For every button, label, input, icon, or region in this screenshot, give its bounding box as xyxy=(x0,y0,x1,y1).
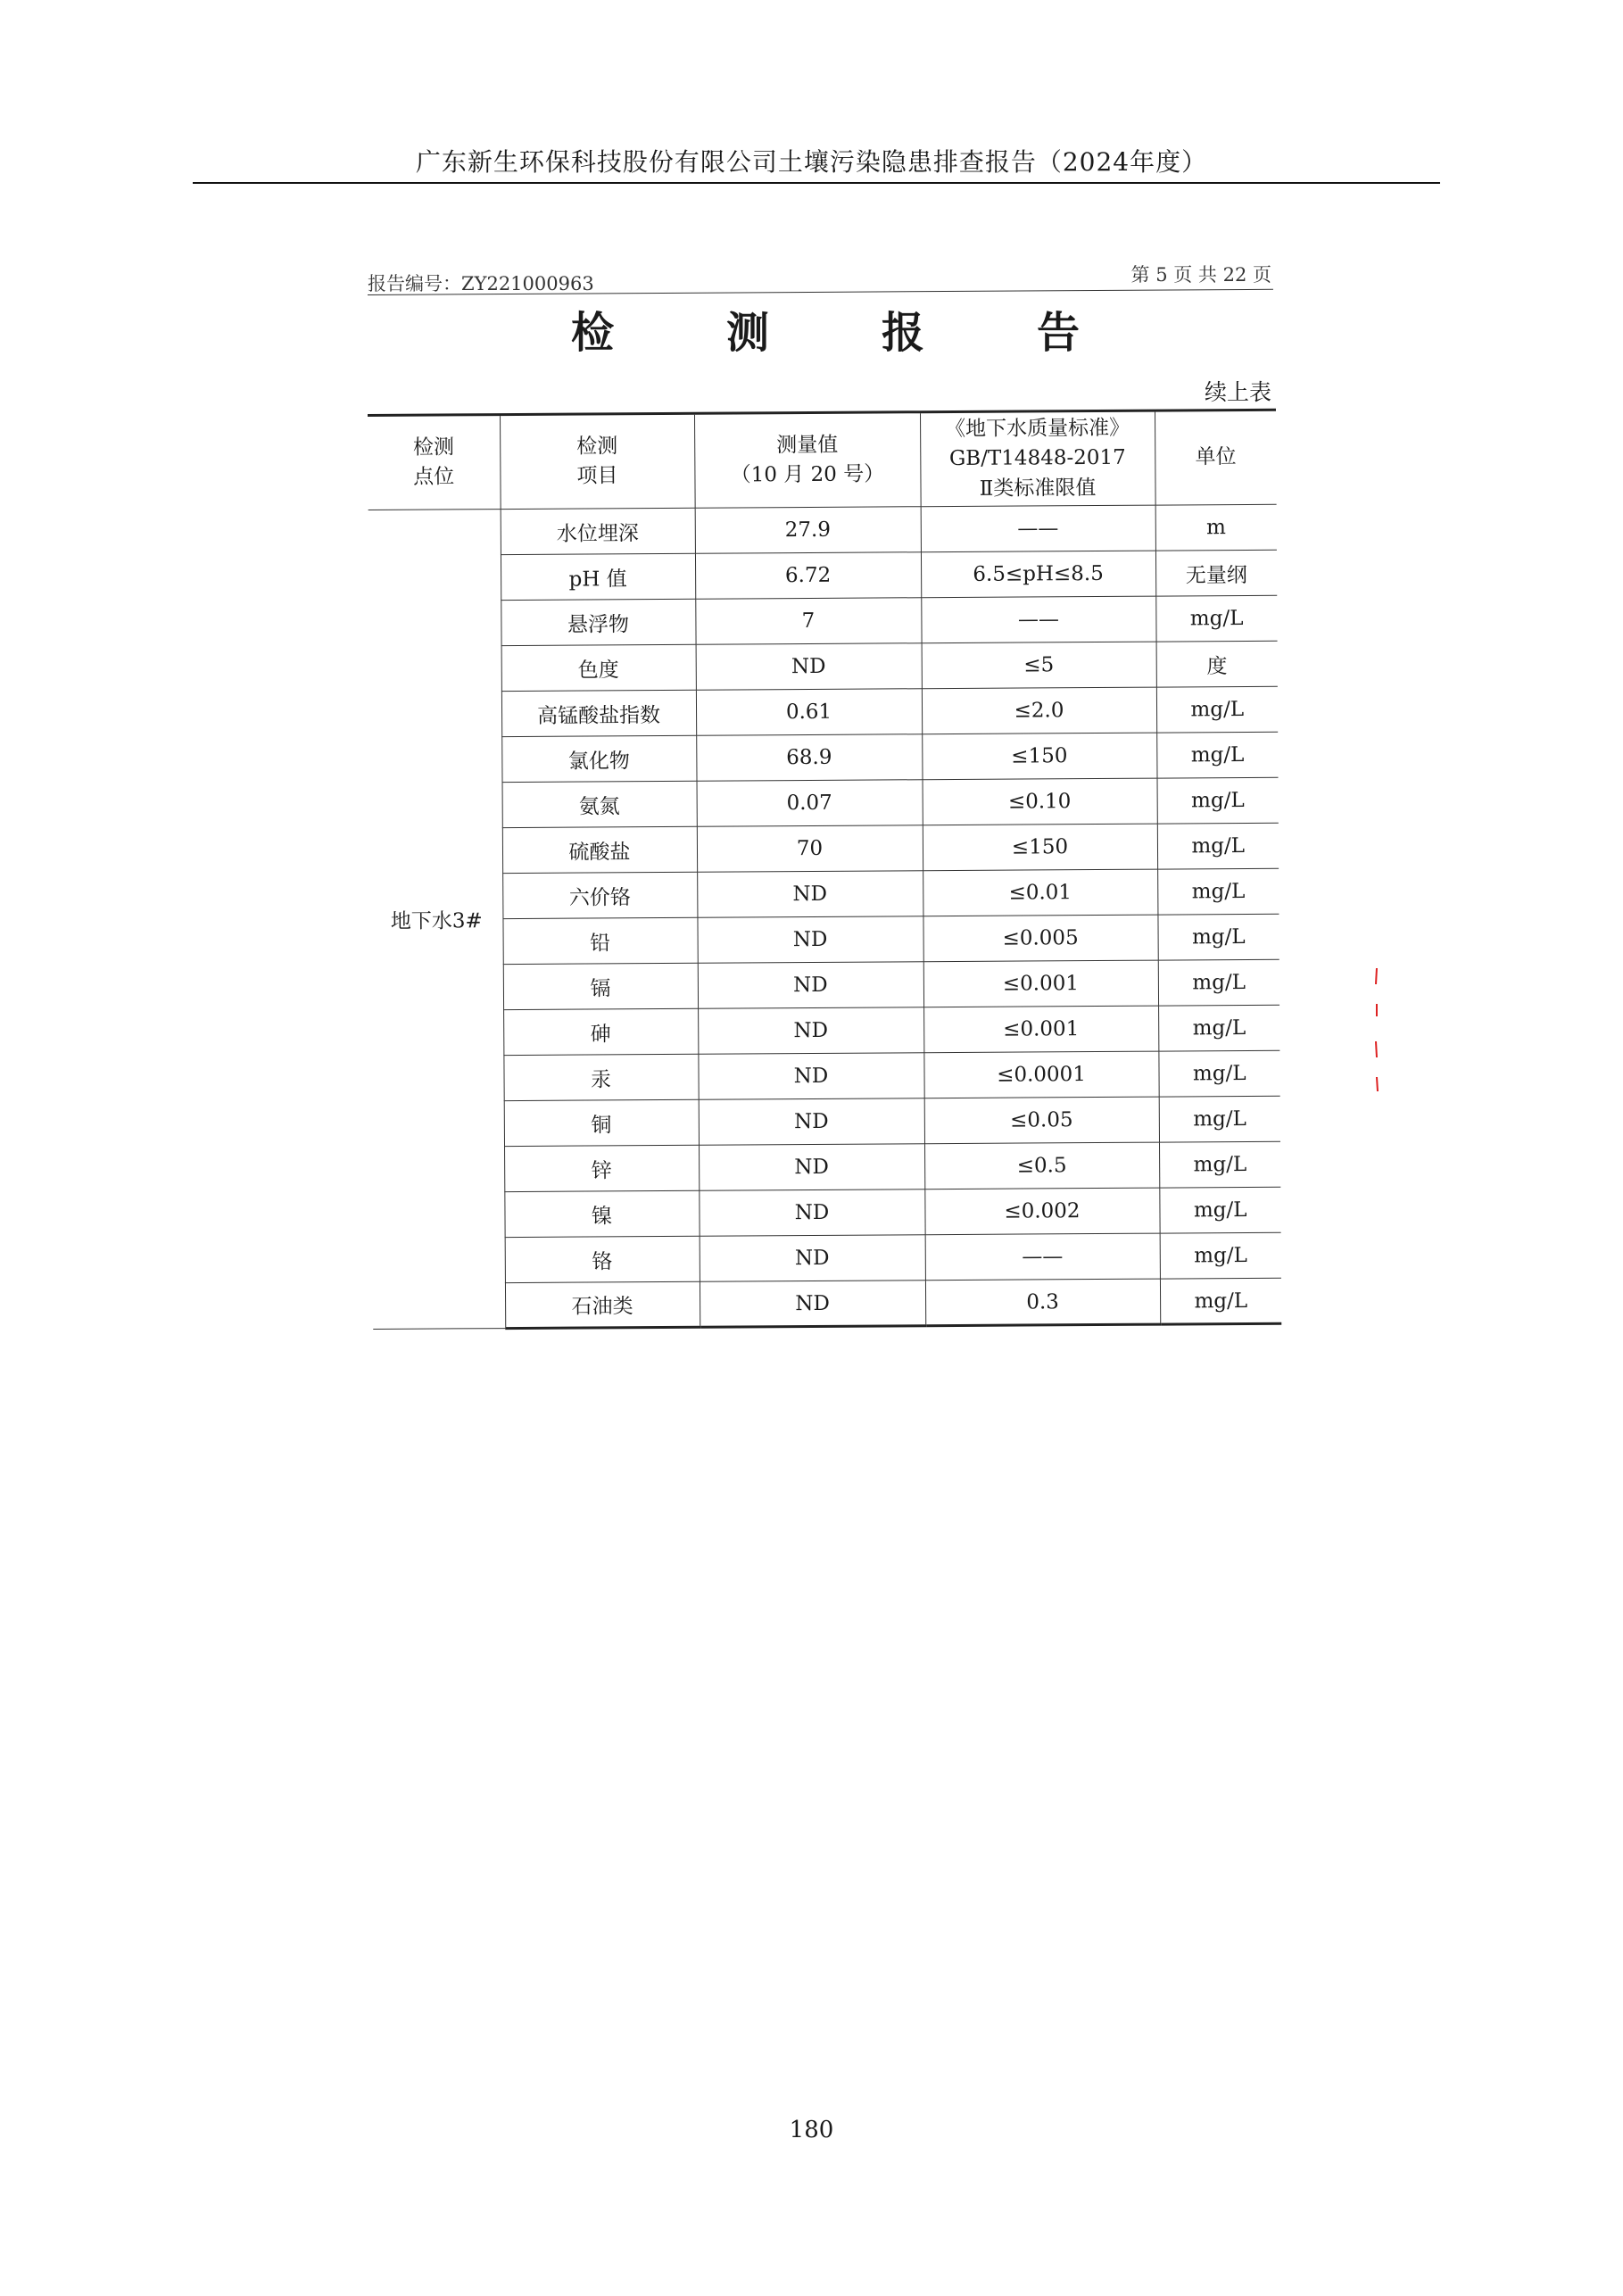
standard-cell: ≤150 xyxy=(922,733,1156,780)
item-cell: 锌 xyxy=(504,1145,699,1191)
header-text: 点位 xyxy=(413,465,455,489)
continued-note: 续上表 xyxy=(1204,379,1271,405)
unit-cell: mg/L xyxy=(1160,1278,1281,1324)
standard-cell: 0.3 xyxy=(925,1279,1160,1326)
unit-cell: m xyxy=(1155,504,1277,551)
point-name-cell: 地下水3# xyxy=(368,510,506,1330)
header-text: （10 月 20 号） xyxy=(730,462,885,487)
report-page-count: 第 5 页 共 22 页 xyxy=(1130,264,1271,286)
item-cell: 镍 xyxy=(504,1190,699,1237)
header-text: GB/T14848-2017 xyxy=(948,446,1126,471)
standard-cell: ≤0.5 xyxy=(924,1142,1159,1189)
value-cell: 6.72 xyxy=(695,552,921,600)
unit-cell: mg/L xyxy=(1159,1141,1280,1188)
value-cell: ND xyxy=(699,1144,924,1191)
standard-cell: ≤0.10 xyxy=(923,778,1157,825)
document-header: 广东新生环保科技股份有限公司土壤污染隐患排查报告（2024年度） xyxy=(415,147,1208,177)
value-cell: ND xyxy=(700,1281,925,1328)
report-number: 报告编号：ZY221000963 xyxy=(368,273,594,294)
results-table xyxy=(368,409,1281,1330)
table-row xyxy=(371,959,1279,1010)
unit-cell: mg/L xyxy=(1157,868,1279,915)
table-row xyxy=(369,641,1278,692)
item-cell: 水位埋深 xyxy=(501,508,695,554)
value-cell: 27.9 xyxy=(695,507,921,554)
report-title-char: 告 xyxy=(1036,308,1080,358)
report-title xyxy=(571,298,1080,360)
unit-cell: mg/L xyxy=(1158,1005,1279,1051)
header-value xyxy=(694,412,921,509)
table-row xyxy=(370,777,1279,828)
value-cell: ND xyxy=(698,1053,923,1100)
unit-cell: mg/L xyxy=(1158,959,1279,1006)
value-cell: 0.07 xyxy=(697,780,923,827)
value-cell: ND xyxy=(698,962,923,1009)
header-text: 测量值 xyxy=(776,433,839,457)
value-cell: 70 xyxy=(697,825,923,873)
table-row xyxy=(372,1187,1280,1238)
value-cell: ND xyxy=(700,1235,925,1282)
header-text: 项目 xyxy=(576,464,618,488)
report-title-char: 报 xyxy=(881,308,924,358)
standard-cell: ≤2.0 xyxy=(922,687,1156,734)
table-row xyxy=(371,1005,1279,1056)
standard-cell: ≤0.0001 xyxy=(923,1051,1158,1098)
unit-cell: mg/L xyxy=(1160,1232,1281,1279)
header-text: Ⅱ类标准限值 xyxy=(979,476,1097,501)
unit-cell: mg/L xyxy=(1158,1050,1279,1097)
table-row xyxy=(368,550,1277,601)
standard-cell: ≤0.05 xyxy=(924,1097,1159,1144)
item-cell: 悬浮物 xyxy=(501,599,695,645)
table-row xyxy=(370,868,1279,919)
header-text: 检测 xyxy=(412,435,455,460)
value-cell: ND xyxy=(699,1189,924,1237)
table-row xyxy=(370,823,1279,874)
item-cell: 色度 xyxy=(501,644,696,691)
table-row xyxy=(369,732,1278,783)
item-cell: 氯化物 xyxy=(501,735,696,782)
header-unit xyxy=(1155,410,1277,505)
value-cell: ND xyxy=(699,1098,924,1146)
standard-cell: ≤5 xyxy=(922,642,1156,689)
unit-cell: mg/L xyxy=(1156,686,1278,733)
header-text: 检测 xyxy=(576,434,618,459)
header-divider xyxy=(193,182,1440,184)
table-row xyxy=(371,1050,1279,1101)
item-cell: pH 值 xyxy=(501,553,695,600)
standard-cell: —— xyxy=(921,505,1155,552)
item-cell: 高锰酸盐指数 xyxy=(501,690,696,736)
report-title-char: 测 xyxy=(725,308,769,358)
unit-cell: 无量纲 xyxy=(1155,550,1277,596)
value-cell: 0.61 xyxy=(696,689,922,736)
report-title-char: 检 xyxy=(571,308,615,358)
value-cell: ND xyxy=(696,643,922,691)
item-cell: 砷 xyxy=(503,1008,698,1055)
standard-cell: 6.5≤pH≤8.5 xyxy=(921,551,1155,598)
item-cell: 氨氮 xyxy=(502,781,697,827)
standard-cell: ≤0.001 xyxy=(923,960,1158,1007)
unit-cell: mg/L xyxy=(1159,1096,1280,1142)
table-row xyxy=(368,595,1277,646)
header-text: 《地下水质量标准》 xyxy=(945,416,1130,442)
standard-cell: —— xyxy=(925,1233,1160,1281)
item-cell: 汞 xyxy=(503,1054,698,1100)
standard-cell: ≤0.01 xyxy=(923,869,1157,916)
item-cell: 铜 xyxy=(504,1099,699,1146)
item-cell: 六价铬 xyxy=(502,872,697,918)
unit-cell: mg/L xyxy=(1155,595,1277,642)
value-cell: ND xyxy=(698,1007,923,1055)
value-cell: 7 xyxy=(695,598,921,645)
unit-cell: mg/L xyxy=(1157,914,1279,960)
unit-cell: mg/L xyxy=(1159,1187,1280,1233)
table-row xyxy=(373,1278,1281,1329)
item-cell: 石油类 xyxy=(505,1281,700,1328)
header-point xyxy=(368,415,501,510)
standard-cell: ≤0.005 xyxy=(923,915,1157,962)
item-cell: 硫酸盐 xyxy=(502,826,697,873)
header-standard xyxy=(920,410,1155,507)
unit-cell: 度 xyxy=(1156,641,1278,687)
item-cell: 铅 xyxy=(502,917,697,964)
seal-edge-graphic xyxy=(1374,968,1379,1093)
value-cell: ND xyxy=(697,871,923,918)
value-cell: ND xyxy=(697,916,923,964)
table-row xyxy=(369,686,1278,737)
unit-cell: mg/L xyxy=(1157,823,1279,869)
item-cell: 镉 xyxy=(503,963,698,1009)
table-row xyxy=(373,1232,1281,1283)
table-row xyxy=(372,1096,1280,1147)
header-text: 单位 xyxy=(1195,445,1237,469)
seal-edge-mark xyxy=(1374,968,1379,1093)
item-cell: 铬 xyxy=(505,1236,700,1282)
unit-cell: mg/L xyxy=(1156,732,1278,778)
standard-cell: ≤0.002 xyxy=(924,1188,1159,1235)
header-item xyxy=(500,413,695,509)
standard-cell: ≤0.001 xyxy=(923,1006,1158,1053)
table-header-row xyxy=(368,410,1277,510)
page-number: 180 xyxy=(789,2117,834,2143)
table-row xyxy=(370,914,1279,965)
table-row xyxy=(368,504,1277,555)
standard-cell: ≤150 xyxy=(923,824,1157,871)
value-cell: 68.9 xyxy=(696,734,922,782)
unit-cell: mg/L xyxy=(1157,777,1279,824)
standard-cell: —— xyxy=(921,596,1155,643)
table-row xyxy=(372,1141,1280,1192)
